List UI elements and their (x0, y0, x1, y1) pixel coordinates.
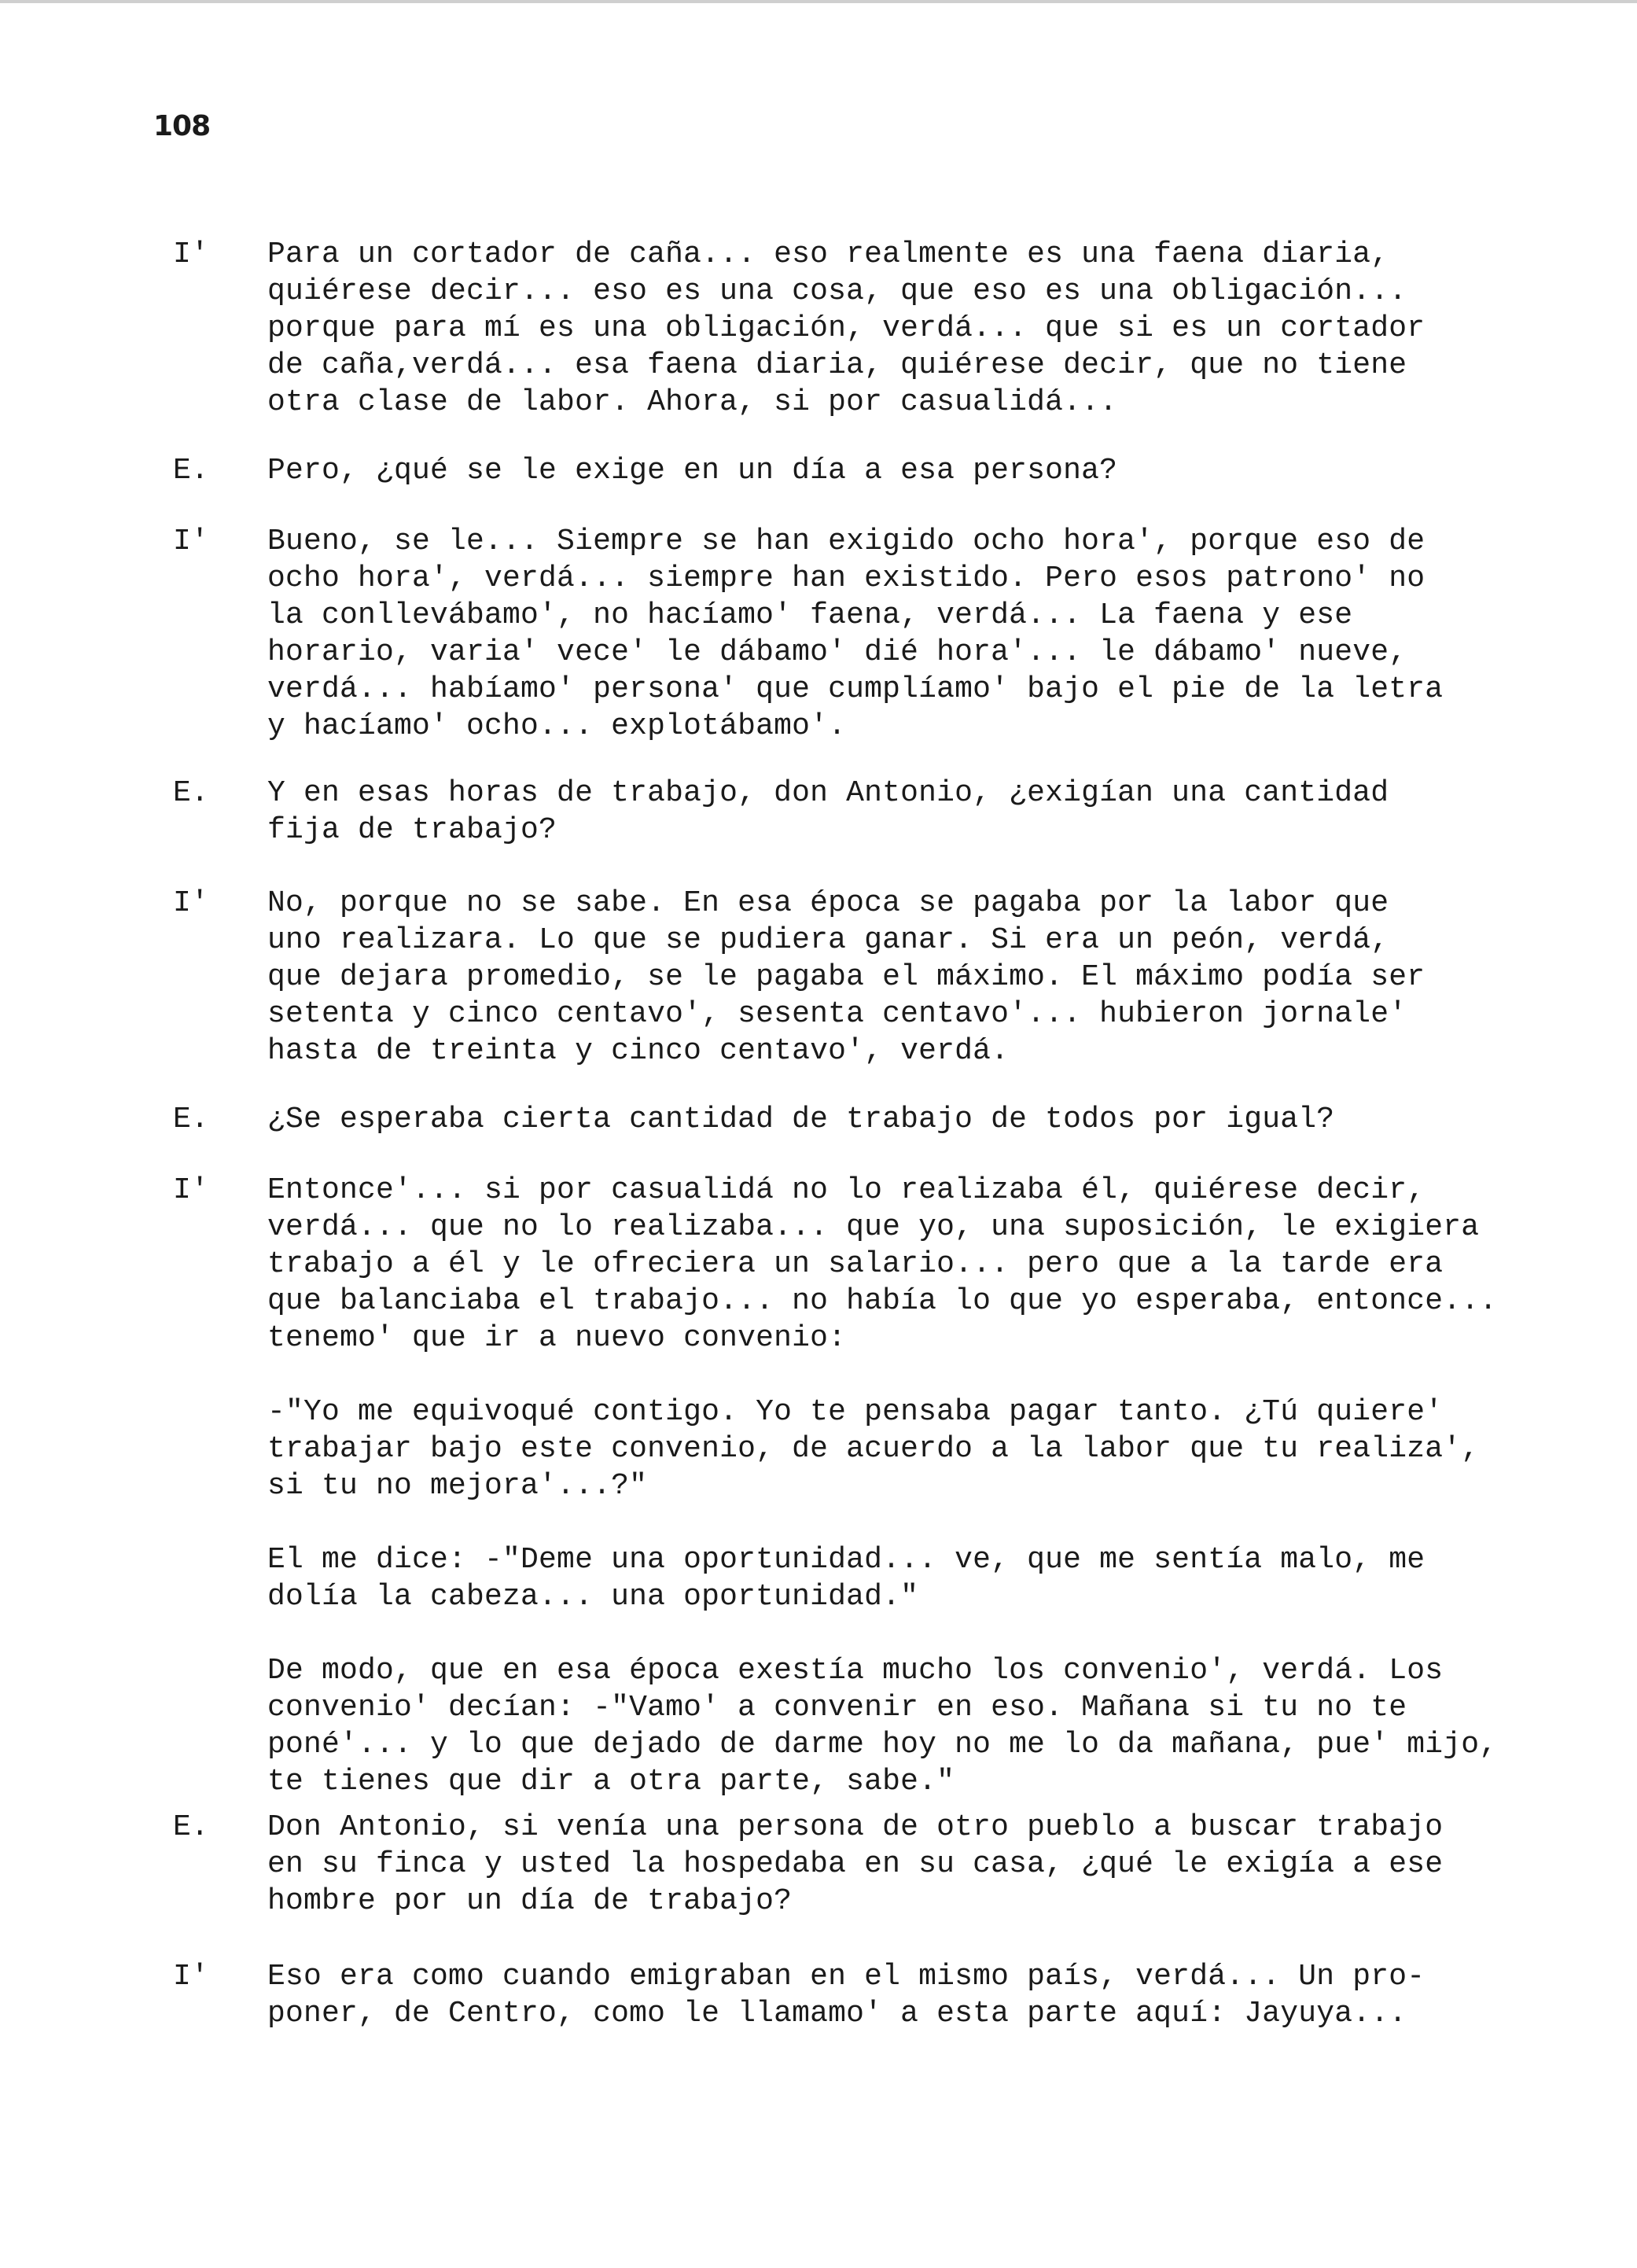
text-line: poné'... y lo que dejado de darme hoy no me lo da mañana, pue' mijo, (267, 1728, 1498, 1762)
text-line: otra clase de labor. Ahora, si por casualidá... (267, 385, 1118, 419)
speaker-label: I' (173, 1173, 209, 1207)
speaker-label: E. (173, 776, 209, 810)
text-line: hombre por un día de trabajo? (267, 1884, 793, 1918)
text-line: que balanciaba el trabajo... no había lo que yo esperaba, entonce... (267, 1284, 1498, 1318)
text-line: verdá... habíamo' persona' que cumplíamo' bajo el pie de la letra (267, 672, 1444, 706)
text-line: trabajar bajo este convenio, de acuerdo a la labor que tu realiza', (267, 1432, 1480, 1466)
text-line: de caña,verdá... esa faena diaria, quiérese decir, que no tiene (267, 348, 1407, 382)
text-line: porque para mí es una obligación, verdá... que si es un cortador (267, 311, 1425, 345)
text-line: si tu no mejora'...?" (267, 1469, 648, 1503)
text-line: Bueno, se le... Siempre se han exigido ocho hora', porque eso de (267, 525, 1425, 558)
text-line: en su finca y usted la hospedaba en su casa, ¿qué le exigía a ese (267, 1847, 1444, 1881)
text-line: quiérese decir... eso es una cosa, que eso es una obligación... (267, 274, 1407, 308)
text-line: Y en esas horas de trabajo, don Antonio, ¿exigían una cantidad (267, 776, 1389, 810)
speaker-label: I' (173, 237, 209, 271)
speaker-label: I' (173, 1960, 209, 1994)
speaker-label: E. (173, 1103, 209, 1136)
text-line: hasta de treinta y cinco centavo', verdá. (267, 1034, 1010, 1068)
text-line: Para un cortador de caña... eso realmente es una faena diaria, (267, 237, 1389, 271)
speaker-label: E. (173, 1810, 209, 1844)
text-line: trabajo a él y le ofreciera un salario... pero que a la tarde era (267, 1247, 1444, 1281)
text-line: y hacíamo' ocho... explotábamo'. (267, 709, 847, 743)
text-line: De modo, que en esa época exestía mucho los convenio', verdá. Los (267, 1654, 1444, 1688)
text-line: te tienes que dir a otra parte, sabe." (267, 1765, 955, 1799)
page-number: 108 (153, 110, 211, 142)
speaker-label: I' (173, 886, 209, 920)
text-line: fija de trabajo? (267, 813, 557, 847)
text-line: ¿Se esperaba cierta cantidad de trabajo de todos por igual? (267, 1103, 1335, 1136)
text-line: El me dice: -"Deme una oportunidad... ve, que me sentía malo, me (267, 1543, 1425, 1577)
text-line: uno realizara. Lo que se pudiera ganar. Si era un peón, verdá, (267, 923, 1389, 957)
text-line: Pero, ¿qué se le exige en un día a esa persona? (267, 454, 1118, 488)
text-line: Entonce'... si por casualidá no lo realizaba él, quiérese decir, (267, 1173, 1425, 1207)
top-edge-rule (0, 0, 1637, 3)
speaker-label: E. (173, 454, 209, 488)
text-line: verdá... que no lo realizaba... que yo, una suposición, le exigiera (267, 1210, 1480, 1244)
text-line: Eso era como cuando emigraban en el mismo país, verdá... Un pro- (267, 1960, 1425, 1994)
text-line: -"Yo me equivoqué contigo. Yo te pensaba pagar tanto. ¿Tú quiere' (267, 1395, 1444, 1429)
text-line: setenta y cinco centavo', sesenta centavo'... hubieron jornale' (267, 997, 1407, 1031)
text-line: dolía la cabeza... una oportunidad." (267, 1580, 919, 1614)
text-line: poner, de Centro, como le llamamo' a esta parte aquí: Jayuya... (267, 1997, 1407, 2031)
text-line: ocho hora', verdá... siempre han existido. Pero esos patrono' no (267, 561, 1425, 595)
text-line: que dejara promedio, se le pagaba el máximo. El máximo podía ser (267, 960, 1425, 994)
text-line: convenio' decían: -"Vamo' a convenir en eso. Mañana si tu no te (267, 1691, 1407, 1725)
text-line: Don Antonio, si venía una persona de otro pueblo a buscar trabajo (267, 1810, 1444, 1844)
text-line: tenemo' que ir a nuevo convenio: (267, 1321, 847, 1355)
speaker-label: I' (173, 525, 209, 558)
text-line: horario, varia' vece' le dábamo' dié hora'... le dábamo' nueve, (267, 635, 1407, 669)
text-line: la conllevábamo', no hacíamo' faena, verdá... La faena y ese (267, 598, 1353, 632)
text-line: No, porque no se sabe. En esa época se pagaba por la labor que (267, 886, 1389, 920)
